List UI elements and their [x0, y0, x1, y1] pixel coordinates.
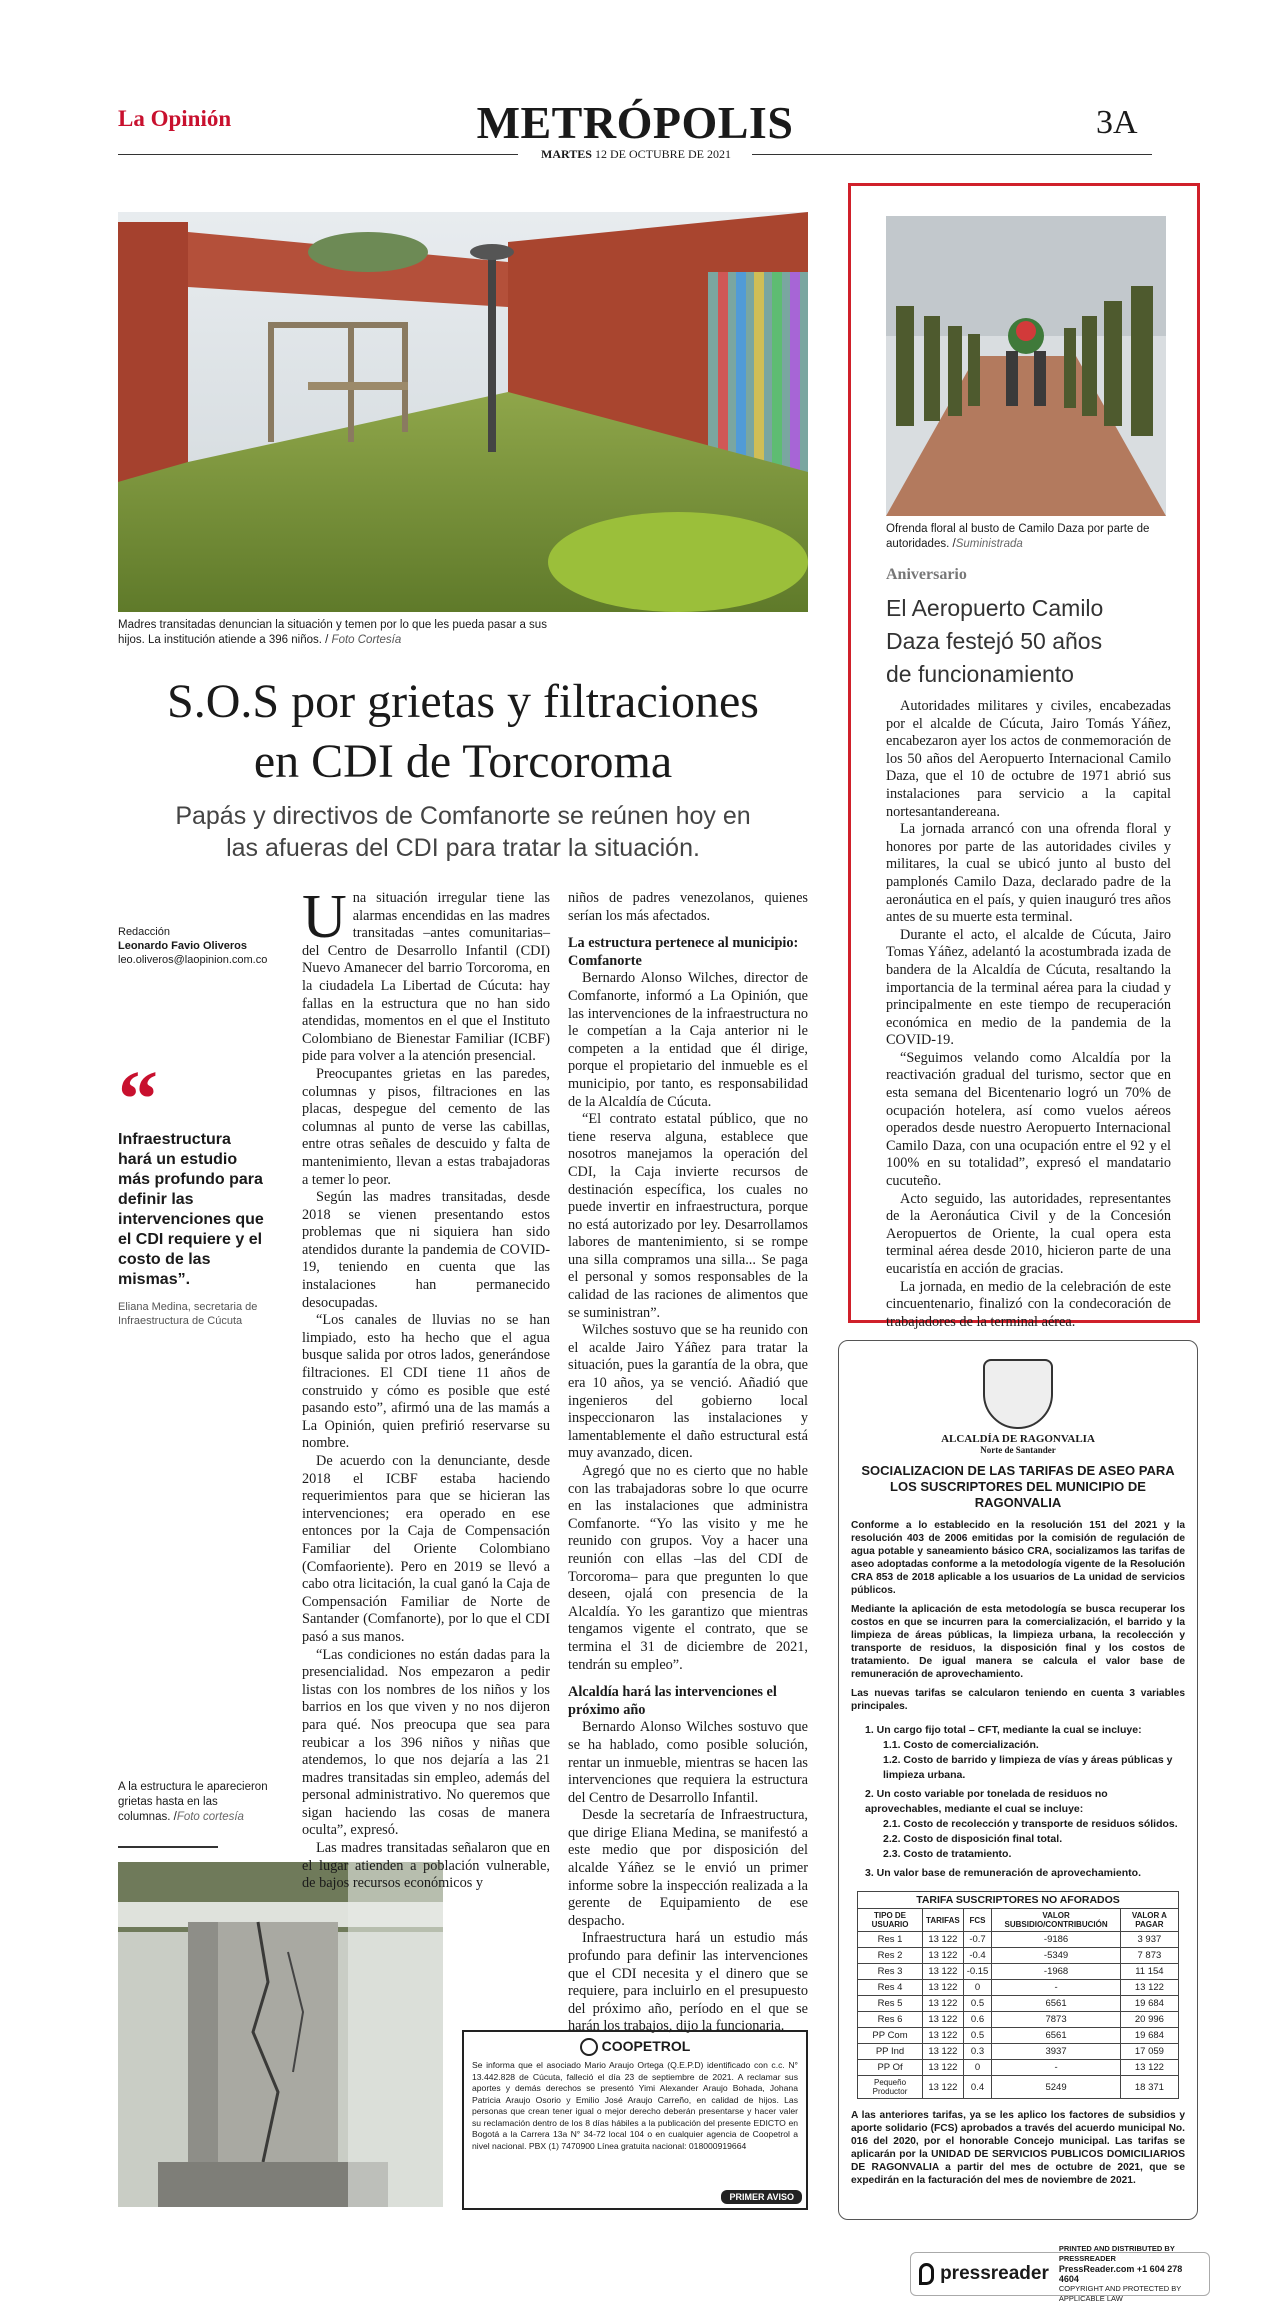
- column-photo-caption: A la estructura le aparecieron grietas hasta en las columnas. /Foto cortesía: [118, 1781, 268, 1823]
- sidebar-photo-caption: Ofrenda floral al busto de Camilo Daza por parte de autoridades. /Suministrada: [886, 523, 1150, 550]
- issue-date: MARTES 12 DE OCTUBRE DE 2021: [541, 147, 731, 161]
- subhead-alcaldia: Alcaldía hará las intervenciones el próximo año: [568, 1684, 777, 1718]
- article-column-1: Una situación irregular tiene las alarmas encendidas en las madres transitadas –antes comunitarias– del Centro de Desarrollo Infantil (CDI) Nuevo Amanecer del barrio Torcoroma, en la ciudadela La Libertad de Cúcuta: hay fallas en la estructura que no han sido atendidas, momentos en el que el Instituto Colombiano de Bienestar Familiar (ICBF) pide para volver a la atención presencial. Preocupantes grietas en las paredes, columnas y pisos, filtraciones en las placas, despegue del cemento de las columnas al punto de verse las cabillas, entre otras señales de descuido y falta de mantenimiento, llevan a estas trabajadoras a temer lo peor. Según las madres transitadas, desde 2018 se vienen presentando estos problemas que ni siquiera han sido atendidos durante la pandemia de COVID-19, teniendo en cuenta que las instalaciones han permanecido desocupadas. “Los canales de lluvias no se han limpiado, esto ha hecho que el agua busque salida por otros lados, generándose filtraciones. El CDI tiene 11 años de construido y cómo es posible que esté pasando esto”, afirmó una de las mamás a La Opinión, quien prefirió reservarse su nombre. De acuerdo con la denunciante, desde 2018 el ICBF estaba haciendo requerimientos para que se hicieran las intervenciones; era operado en ese entonces por la Caja de Compensación Familiar del Oriente Colombiano (Comfaoriente). Pero en 2019 se llevó a cabo otra licitación, la cual ganó la Caja de Compensación Familiar de Norte de Santander (Comfanorte), por lo que el CDI pasó a sus manos. “Las condiciones no están dadas para la presencialidad. Nos empezaron a pedir listas con los nombres de los niños y los barrios en los que viven y no nos dijeron para qué. Nos preocupa que sea para reubicar a los 396 niños y niñas que atendemos, lo que nos dejaría a las 21 madres transitadas sin empleo, además del personal administrativo. No queremos que sigan haciendo las cosas de manera oculta”, expresó. Las madres transitadas señalaron que en el lugar atienden a población vulnerable, de bajos recursos económicos y: [302, 883, 550, 1892]
- caption-rule: [118, 1846, 218, 1848]
- headline: S.O.S por grietas y filtraciones en CDI de Torcoroma: [167, 675, 759, 788]
- page-number: 3A: [1096, 104, 1138, 141]
- airport-ceremony-photo: [886, 216, 1166, 516]
- table-row: PP Com 13 122 0.5 6561 19 684: [858, 2028, 1179, 2044]
- table-row: Res 3 13 122 -0.15 -1968 11 154: [858, 1964, 1179, 1980]
- ad-items: 1. Un cargo fijo total – CFT, mediante la cual se incluye: 1.1. Costo de comercialización. 1.2. Costo de barrido y limpieza de vías y áreas públicas y limpieza urbana. 2. Un costo variable por tonelada de residuos no aprovechables, mediante el cual se incluye: 2.1. Costo de recolección y transporte de residuos sólidos. 2.2. Costo de disposición final total. 2.3. Costo de tratamiento. 3. Un valor base de remuneración de aprovechamiento.: [865, 1724, 1178, 1879]
- quote-attribution: Eliana Medina, secretaria de Infraestructura de Cúcuta: [118, 1301, 258, 1327]
- article-column-2: niños de padres venezolanos, quienes serían los más afectados. La estructura pertenece al municipio: Comfanorte Bernardo Alonso Wilches, director de Comfanorte, informó a La Opinión, que las intervenciones de la infraestructura no le competían a la Caja anterior ni le competen a la entidad que él dirige, porque el propietario del inmueble es el municipio, por tanto, es responsabilidad de la Alcaldía de Cúcuta. “El contrato estatal público, que no tiene reserva alguna, establece que nosotros manejamos la operación del CDI, la Caja invierte recursos de destinación específica, los cuales no puede invertir en infraestructura, porque no está autorizado por ley. Desarrollamos labores de mantenimiento, si se rompe una silla compramos una silla... Se paga el personal y somos responsables de la calidad de las raciones de alimentos que se suministran”. Wilches sostuvo que se ha reunido con el acalde Jairo Yáñez para tratar la situación, pues la garantía de la obra, que era 10 años, ya se venció. Añadió que ingenieros del gobierno local inspeccionaron las instalaciones y lamentablemente el daño estructural está muy avanzado, dicen. Agregó que no es cierto que no hable con las trabajadoras sobre lo que ocurre en las instalaciones que administra Comfanorte. “Yo las visito y me he reunido con grupos. Voy a hacer una reunión con ellas –las del CDI de Torcoroma– para que pregunten lo que deseen, ojalá con presencia de la Alcaldía. Yo les garantizo que mientras tengamos vigente el contrato, que se termina el 31 de diciembre de 2021, tendrán su empleo”. Alcaldía hará las intervenciones el próximo año Bernardo Alonso Wilches sostuvo que se ha hablado, como posible solución, rentar un inmueble, mientras se hacen las intervenciones que requiera la estructura del Centro de Desarrollo Infantil. Desde la secretaría de Infraestructura, que dirige Eliana Medina, se manifestó a este medio que por disposición del alcalde Yáñez se le envió un primer informe sobre la inspección realizada a la gerente de Equipamiento de ese despacho. Infraestructura hará un estudio más profundo para definir las intervenciones que el CDI necesita y el dinero que se requiere, para incluirlo en el presupuesto del próximo año, período en el que se harán los trabajos, dijo la funcionaria.: [568, 890, 808, 2035]
- quote-mark-icon: “: [118, 1056, 158, 1144]
- ad-title: SOCIALIZACION DE LAS TARIFAS DE ASEO PARA LOS SUSCRIPTORES DEL MUNICIPIO DE RAGONVALIA: [861, 1463, 1175, 1510]
- coopetrol-notice: COOPETROL Se informa que el asociado Mario Araujo Ortega (Q.E.P.D) identificado con c.c. N° 13.442.828 de Cúcuta, falleció el día 23 de septiembre de 2021. A reclamar sus aportes y demás derechos se presentó Yimi Alexander Araujo Bohada, Johana Patricia Araujo Osorio y Emilio José Araujo Carreño, en calidad de hijos. Las personas que crean tener igual o mejor derecho deberán presentarse y hacer valer su reclamación dentro de los 8 días hábiles a la publicación del presente EDICTO en Bogotá a la Carrera 13a N° 34-72 local 104 o en cualquier agencia de Coopetrol a nivel nacional. PBX (1) 7470900 Línea gratuita nacional: 018000919664 PRIMER AVISO: [462, 2030, 808, 2210]
- primer-aviso-badge: PRIMER AVISO: [721, 2190, 802, 2204]
- pressreader-icon: [919, 2263, 934, 2285]
- section-title: METRÓPOLIS: [476, 97, 794, 148]
- table-row: Res 4 13 122 0 - 13 122: [858, 1980, 1179, 1996]
- playground-photo: [118, 212, 808, 612]
- byline: Redacción Leonardo Favio Oliveros leo.oliveros@laopinion.com.co: [118, 926, 268, 966]
- pressreader-badge: pressreader PRINTED AND DISTRIBUTED BY PRESSREADER PressReader.com +1 604 278 4604 COPYRIGHT AND PROTECTED BY APPLICABLE LAW: [910, 2252, 1210, 2296]
- header-rule-left: [118, 154, 518, 155]
- table-row: Res 6 13 122 0.6 7873 20 996: [858, 2012, 1179, 2028]
- table-row: Pequeño Productor 13 122 0.4 5249 18 371: [858, 2076, 1179, 2099]
- coopetrol-logo: COOPETROL: [472, 2038, 798, 2056]
- header-rule-right: [752, 154, 1152, 155]
- masthead-logo: La Opinión: [118, 106, 232, 131]
- pull-quote: Infraestructura hará un estudio más profundo para definir las intervenciones que el CDI requiere y el costo de las mismas”.: [118, 1131, 264, 1288]
- ragonvalia-ad: ALCALDÍA DE RAGONVALIA Norte de Santander SOCIALIZACION DE LAS TARIFAS DE ASEO PARA LOS SUSCRIPTORES DEL MUNICIPIO DE RAGONVALIA Conforme a lo establecido en la resolución 151 del 2021 y la resolución 403 de 2006 emitidas por la comisión de regulación de agua potable y saneamiento básico CRA, socializamos las tarifas de aseo adoptadas conforme a la metodología vigente de la Resolución CRA 853 de 2018 aplicable a los usuarios de La unidad de servicios públicos. Mediante la aplicación de esta metodología se busca recuperar los costos en que se incurren para la comercialización, el barrido y la limpieza de áreas públicas, la limpieza urbana, la recolección y transporte de residuos, la disposición final y los costos de tratamiento. De igual manera se calcula el valor base de remuneración de aprovechamiento. Las nuevas tarifas se calcularon teniendo en cuenta 3 variables principales. 1. Un cargo fijo total – CFT, mediante la cual se incluye: 1.1. Costo de comercialización. 1.2. Costo de barrido y limpieza de vías y áreas públicas y limpieza urbana. 2. Un costo variable por tonelada de residuos no aprovechables, mediante el cual se incluye: 2.1. Costo de recolección y transporte de residuos sólidos. 2.2. Costo de disposición final total. 2.3. Costo de tratamiento. 3. Un valor base de remuneración de aprovechamiento. TARIFA SUSCRIPTORES NO AFORADOS TIPO DE USUARIO TARIFAS FCS VALOR SUBSIDIO/CONTRIBUCIÓN VALOR A PAGAR Res 1 13 122 -0.7 -9186 3 937 Res 2 13 122 -0.4 -5349 7 873 Res 3 13 122 -0.15 -1968 11 154 Res 4 13 122 0 - 13 122 Res 5 13 122 0.5 6561 19 684 Res 6 13 122 0.6 7873 20 996 PP Com 13 122 0.5 6561 19 684 PP Ind 13 122 0.3 3937 17 059 PP Of 13 122 0 - 13 122 Pequeño Productor 13 122 0.4 5249 18 371 A las anteriores tarifas, ya se les aplico los factores de subsidios y aporte solidario (FCS) aprobados a través del acuerdo municipal No. 016 del 2020, por el honorable Concejo municipal. Las tarifas se aplicarán por la UNIDAD DE SERVICIOS PUBLICOS DOMICILIARIOS DE RAGONVALIA a partir del mes de octubre de 2021, que se expedirán en la facturación del mes de noviembre de 2021.: [838, 1340, 1198, 2220]
- subhead-comfanorte: La estructura pertenece al municipio: Comfanorte: [568, 935, 799, 969]
- sidebar-headline: El Aeropuerto Camilo Daza festejó 50 años de funcionamiento: [886, 595, 1104, 687]
- coopetrol-icon: [580, 2038, 598, 2056]
- sidebar-kicker: Aniversario: [886, 566, 967, 583]
- photo-caption: Madres transitadas denuncian la situación y temen por lo que les pueda pasar a sus hijos. La institución atiende a 396 niños. / Foto Cortesía: [118, 619, 547, 646]
- coat-of-arms-icon: [983, 1359, 1053, 1429]
- sidebar-body: Autoridades militares y civiles, encabezadas por el alcalde de Cúcuta, Jairo Tomás Yáñez, encabezaron ayer los actos de conmemoración de los 50 años del Aeropuerto Internacional Camilo Daza, que el 10 de octubre de 1971 abrió sus instalaciones para servicio a la capital nortesantandereana. La jornada arrancó con una ofrenda floral y honores por parte de las autoridades civiles y militares, la cual se ubicó junto al busto del pamplonés Camilo Daza, declarado padre de la aeronáutica en el país, y quien inauguró tres años antes de su muerte esta terminal. Durante el acto, el alcalde de Cúcuta, Jairo Tomas Yáñez, adelantó la acostumbrada izada de bandera de la Alcaldía de Cúcuta, resaltando la importancia de la terminal aérea para la ciudad y principalmente en este tiempo de recuperación económica en medio de la pandemia de la COVID-19. “Seguimos velando como Alcaldía por la reactivación gradual del turismo, sector que en esta semana del Bicentenario logró un 70% de ocupación hotelera, así como vuelos aéreos operados desde nuestro Aeropuerto Internacional Camilo Daza, con una ocupación entre el 92 y el 100% en su totalidad”, expresó el mandatario cucuteño. Acto seguido, las autoridades, representantes de la Aeronáutica Civil y de la Concesión Aeropuertos de Oriente, la cual opera esta terminal aérea desde 2010, hicieron parte de una eucaristía en acción de gracias. La jornada, en medio de la celebración de este cincuentenario, finalizó con la condecoración de trabajadores de la terminal aérea.: [886, 698, 1171, 1330]
- table-row: Res 1 13 122 -0.7 -9186 3 937: [858, 1932, 1179, 1948]
- airport-sidebar: [848, 183, 1200, 1330]
- table-row: Res 2 13 122 -0.4 -5349 7 873: [858, 1948, 1179, 1964]
- table-row: PP Ind 13 122 0.3 3937 17 059: [858, 2044, 1179, 2060]
- table-row: Res 5 13 122 0.5 6561 19 684: [858, 1996, 1179, 2012]
- drop-cap: U: [302, 883, 347, 951]
- deck: Papás y directivos de Comfanorte se reúnen hoy en las afueras del CDI para tratar la situación.: [175, 802, 751, 862]
- column-crack-photo: [118, 1862, 443, 2207]
- table-row: PP Of 13 122 0 - 13 122: [858, 2060, 1179, 2076]
- tariff-table: TARIFA SUSCRIPTORES NO AFORADOS TIPO DE USUARIO TARIFAS FCS VALOR SUBSIDIO/CONTRIBUCIÓN VALOR A PAGAR Res 1 13 122 -0.7 -9186 3 937 Res 2 13 122 -0.4 -5349 7 873 Res 3 13 122 -0.15 -1968 11 154 Res 4 13 122 0 - 13 122 Res 5 13 122 0.5 6561 19 684 Res 6 13 122 0.6 7873 20 996 PP Com 13 122 0.5 6561 19 684 PP Ind 13 122 0.3 3937 17 059 PP Of 13 122 0 - 13 122 Pequeño Productor 13 122 0.4 5249 18 371: [857, 1891, 1179, 2099]
